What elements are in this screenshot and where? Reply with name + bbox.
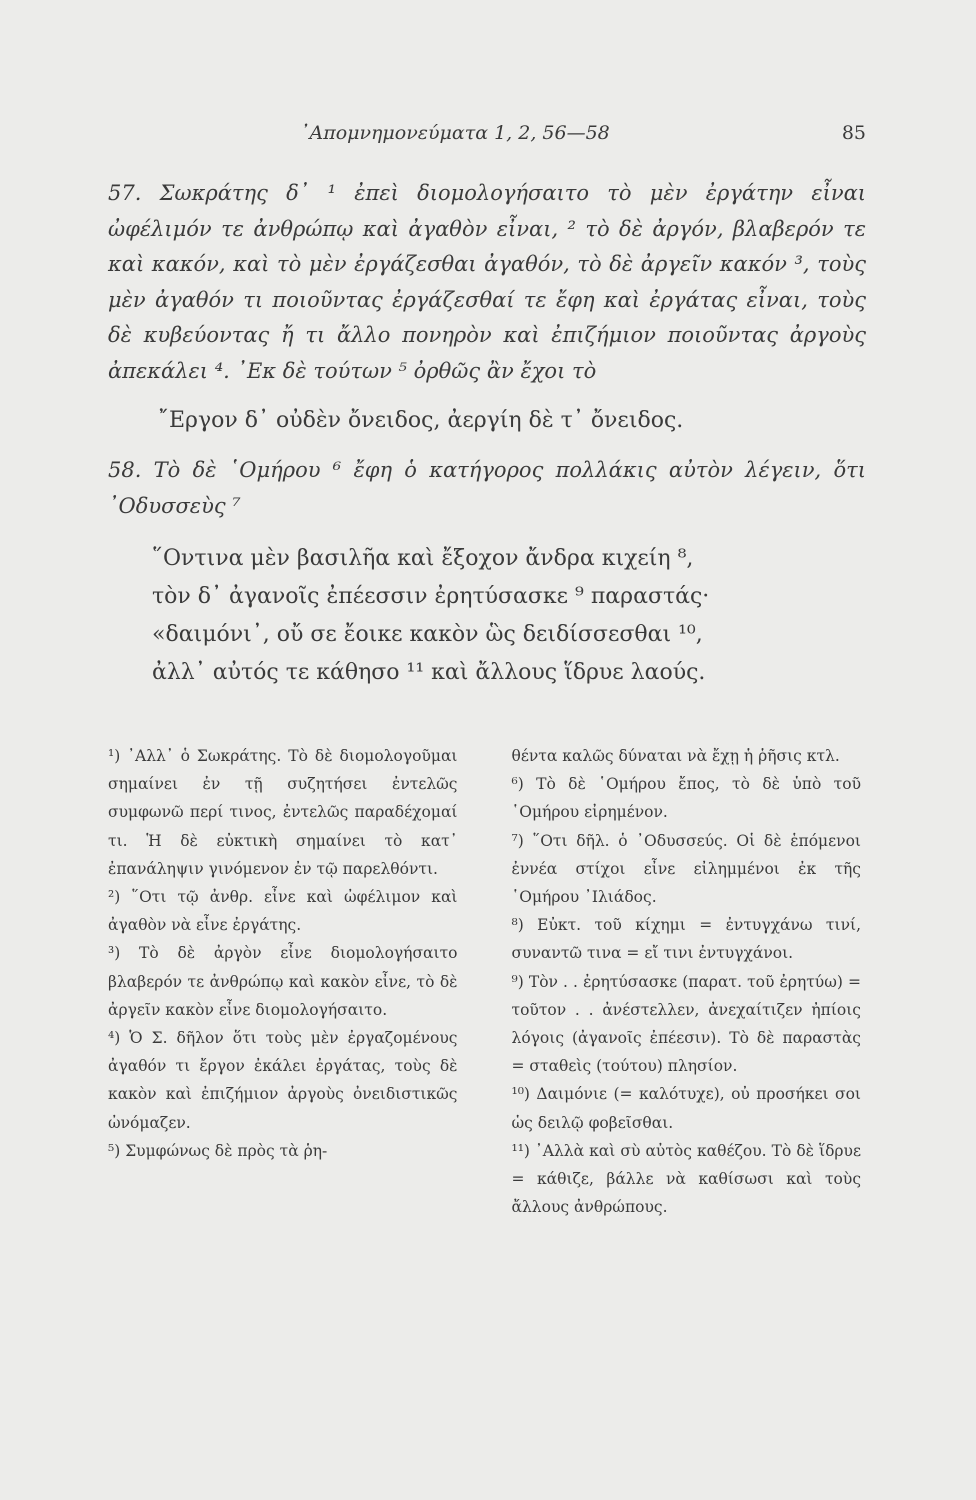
footnote: ⁷) ῞Οτι δῆλ. ὁ ᾿Οδυσσεύς. Οἱ δὲ ἑπόμενοι ἐννέα στίχοι εἶνε εἰλημμένοι ἐκ τῆς ῾Ομήρου ᾿Ιλιάδος. (511, 831, 861, 907)
running-header (300, 122, 866, 152)
footnotes-right-column (512, 742, 862, 1221)
running-title: ᾿Απομνημονεύματα 1, 2, 56—58 (300, 122, 610, 144)
footnote: ¹) ᾿Αλλ᾿ ὁ Σωκράτης. Τὸ δὲ διομολογοῦμαι σημαίνει ἐν τῇ συζητήσει ἐντελῶς συμφωνῶ περί τινος, ἐντελῶς παραδέχομαί τι. Ἡ δὲ εὐκτικὴ σημαίνει τὸ κατ᾿ ἐπανάληψιν γινόμενον ἐν τῷ παρελθόντι. (108, 747, 458, 878)
footnotes (108, 742, 861, 1221)
verse-line: ἀλλ᾿ αὐτός τε κάθησο ¹¹ καὶ ἄλλους ἵδρυε λαούς. (152, 660, 706, 685)
footnote: ¹⁰) Δαιμόνιε (= καλότυχε), οὐ προσήκει σοι ὡς δειλῷ φοβεῖσθαι. (511, 1085, 861, 1132)
footnote: ⁴) Ὁ Σ. δῆλον ὅτι τοὺς μὲν ἐργαζομένους ἀγαθόν τι ἔργον ἐκάλει ἐργάτας, τοὺς δὲ κακὸν καὶ ἐπιζήμιον ἀργοὺς ὀνειδιστικῶς ὠνόμαζεν. (108, 1029, 458, 1132)
homeric-verses (152, 540, 866, 692)
verse-line: «δαιμόνι᾿, οὔ σε ἔοικε κακὸν ὣς δειδίσσεσθαι ¹⁰, (152, 622, 703, 647)
footnotes-left-column (108, 742, 458, 1221)
footnote: ⁹) Τὸν . . ἐρητύσασκε (παρατ. τοῦ ἐρητύω) = τοῦτον . . ἀνέστελλεν, ἀνεχαίτιζεν ἠπίοις λόγοις (ἀγανοῖς ἐπέεσιν). Τὸ δὲ παραστὰς = σταθεὶς (τούτου) πλησίον. (511, 972, 861, 1076)
main-text (108, 176, 866, 708)
footnote: ¹¹) ᾿Αλλὰ καὶ σὺ αὐτὸς καθέζου. Τὸ δὲ ἵδρυε = κάθιζε, βάλλε νὰ καθίσωσι καὶ τοὺς ἄλλους ἀνθρώπους. (511, 1141, 861, 1217)
footnote: ³) Τὸ δὲ ἀργὸν εἶνε διομολογήσαιτο βλαβερόν τε ἀνθρώπῳ καὶ κακὸν εἶνε, τὸ δὲ ἀργεῖν κακὸν εἶνε διομολογήσαιτο. (108, 944, 458, 1019)
verse-line: τὸν δ᾿ ἀγανοῖς ἐπέεσσιν ἐρητύσασκε ⁹ παραστάς· (152, 584, 710, 609)
paragraph-57: 57. Σωκράτης δ᾿ ¹ ἐπεὶ διομολογήσαιτο τὸ μὲν ἐργάτην εἶναι ὠφέλιμόν τε ἀνθρώπῳ καὶ ἀγαθὸν εἶναι, ² τὸ δὲ ἀργόν, βλαβερόν τε καὶ κακόν, καὶ τὸ μὲν ἐργάζεσθαι ἀγαθόν, τὸ δὲ ἀργεῖν κακόν ³, τοὺς μὲν ἀγαθόν τι ποιοῦντας ἐργάζεσθαί τε ἔφη καὶ ἐργάτας εἶναι, τοὺς δὲ κυβεύοντας ἤ τι ἄλλο πονηρὸν καὶ ἐπιζήμιον ποιοῦντας ἀργοὺς ἀπεκάλει ⁴. ᾿Εκ δὲ τούτων ⁵ ὀρθῶς ἂν ἔχοι τὸ (108, 181, 866, 383)
footnote: ⁶) Τὸ δὲ ῾Ομήρου ἔπος, τὸ δὲ ὑπὸ τοῦ ῾Ομήρου εἰρημένον. (511, 775, 861, 822)
footnote: θέντα καλῶς δύναται νὰ ἔχῃ ἡ ῥῆσις κτλ. (511, 747, 840, 765)
paragraph-58: 58. Τὸ δὲ ῾Ομήρου ⁶ ἔφη ὁ κατήγορος πολλάκις αὐτὸν λέγειν, ὅτι ᾿Οδυσσεὺς ⁷ (108, 458, 866, 518)
verse-line: ῞Οντινα μὲν βασιλῆα καὶ ἔξοχον ἄνδρα κιχείη ⁸, (152, 546, 694, 571)
footnote: ⁵) Συμφώνως δὲ πρὸς τὰ ῥη- (108, 1141, 328, 1160)
page-number: 85 (841, 122, 866, 144)
verse-quote: ῎Εργον δ᾿ οὐδὲν ὄνειδος, ἀεργίη δὲ τ᾿ ὄνειδος. (158, 408, 684, 433)
footnote: ⁸) Εὐκτ. τοῦ κίχημι = ἐντυγχάνω τινί, συναντῶ τινα = εἴ τινι ἐντυγχάνοι. (511, 916, 861, 963)
footnote: ²) ῞Οτι τῷ ἀνθρ. εἶνε καὶ ὠφέλιμον καὶ ἀγαθὸν νὰ εἶνε ἐργάτης. (108, 888, 458, 935)
